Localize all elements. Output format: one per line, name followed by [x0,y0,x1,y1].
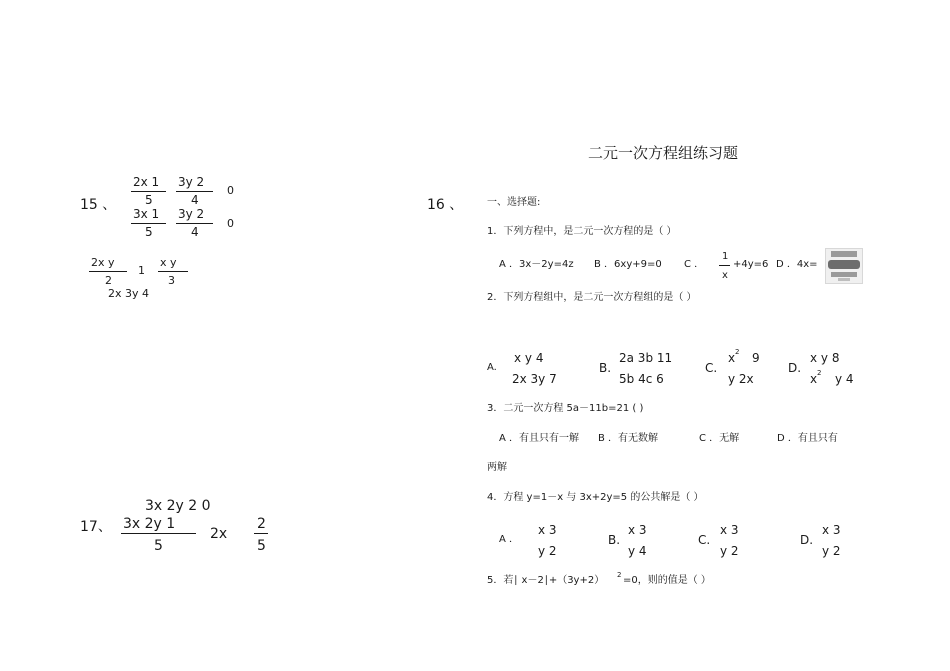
q15-r2-rhs: 0 [227,217,234,230]
p1-c-den: x [722,270,728,281]
q15-r1-rhs: 0 [227,184,234,197]
p1-option-b: B ．6xy+9=0 [594,259,662,270]
p3-option-b: B ．有无数解 [598,433,659,444]
p2-c-x: x [728,351,736,365]
p2-d-line1: x y 8 [810,351,840,365]
p4-b-line1: x 3 [628,523,647,537]
p2-a-line1: x y 4 [514,351,544,365]
p2-a-line2: 2x 3y 7 [512,372,557,386]
fraction-bar [131,191,166,192]
fraction-bar [89,271,127,272]
p4-stem: 4．方程 y=1－x 与 3x+2y=5 的公共解是（ ） [487,492,704,503]
p2-c-label: C. [705,361,718,375]
p1-option-c: C ． [684,259,705,270]
p2-stem: 2．下列方程组中，是二元一次方程组的是（ ） [487,292,697,303]
p3-stem: 3．二元一次方程 5a－11b=21 ( ) [487,403,644,414]
fraction-bar [719,265,730,266]
fraction-bar [176,191,213,192]
q15-label: 15 、 [80,197,117,213]
q17-num: 3x 2y 1 [123,516,176,532]
p2-a-label: A. [487,362,497,373]
p4-d-line2: y 2 [822,544,841,558]
p4-a-line2: y 2 [538,544,557,558]
p4-d-label: D. [800,533,814,547]
p2-b-line2: 5b 4c 6 [619,372,664,386]
section-heading: 一、选择题: [487,197,541,208]
q16-line2: 2x 3y 4 [108,287,150,300]
fraction-bar [131,223,166,224]
q16-one: 1 [138,264,145,277]
q15-r1-den2: 4 [191,193,199,207]
q15-r1-num1: 2x 1 [133,175,160,189]
p5-sup: 2 [617,571,622,579]
p4-a-line1: x 3 [538,523,557,537]
fraction-bar [158,271,188,272]
q16-den1: 2 [105,274,112,287]
q16-den2: 3 [168,274,175,287]
fraction-bar [254,533,268,534]
p4-d-line1: x 3 [822,523,841,537]
p5-rest: =0，则的值是（ ） [623,575,711,586]
fraction-bar [176,223,213,224]
p2-c-rhs: 9 [752,351,760,365]
p4-c-line1: x 3 [720,523,739,537]
p2-d-x: x [810,372,818,386]
p4-a-label: A ． [499,534,520,545]
equation-image [825,248,863,284]
q16-label: 16 、 [427,197,464,213]
p4-b-line2: y 4 [628,544,647,558]
page-title: 二元一次方程组练习题 [588,144,739,162]
p3-continuation: 两解 [487,462,507,473]
q15-r2-num2: 3y 2 [178,207,205,221]
p1-stem: 1．下列方程中，是二元一次方程的是（ ） [487,226,677,237]
q15-r2-num1: 3x 1 [133,207,160,221]
q16-num1: 2x y [91,256,115,269]
p2-c-sup: 2 [735,348,740,356]
p2-d-sup: 2 [817,369,822,377]
q15-r1-den1: 5 [145,193,153,207]
q15-r2-den2: 4 [191,225,199,239]
p3-option-c: C ．无解 [699,433,740,444]
p1-option-d: D ．4x= [776,259,818,270]
q17-rden: 5 [257,538,266,554]
p2-b-line1: 2a 3b 11 [619,351,673,365]
p1-c-rest: +4y=6 [733,259,769,270]
p3-option-a: A ．有且只有一解 [499,433,580,444]
p2-b-label: B. [599,361,612,375]
p2-c-line2: y 2x [728,372,754,386]
q16-num2: x y [160,256,177,269]
q15-r1-num2: 3y 2 [178,175,205,189]
p3-option-d: D ．有且只有 [777,433,838,444]
q17-line1: 3x 2y 2 0 [145,498,211,514]
p4-c-label: C. [698,533,711,547]
p1-option-a: A ．3x－2y=4z [499,259,574,270]
p5-stem: 5．若∣ x－2∣+（3y+2） [487,575,605,586]
q17-mid: 2x [210,526,228,542]
p1-c-num: 1 [722,251,729,262]
q17-den: 5 [154,538,163,554]
fraction-bar [121,533,196,534]
p4-c-line2: y 2 [720,544,739,558]
q15-r2-den1: 5 [145,225,153,239]
q17-rnum: 2 [257,516,266,532]
p2-d-label: D. [788,361,802,375]
p4-b-label: B. [608,533,621,547]
q17-label: 17、 [80,519,112,535]
p2-d-rest: y 4 [835,372,854,386]
